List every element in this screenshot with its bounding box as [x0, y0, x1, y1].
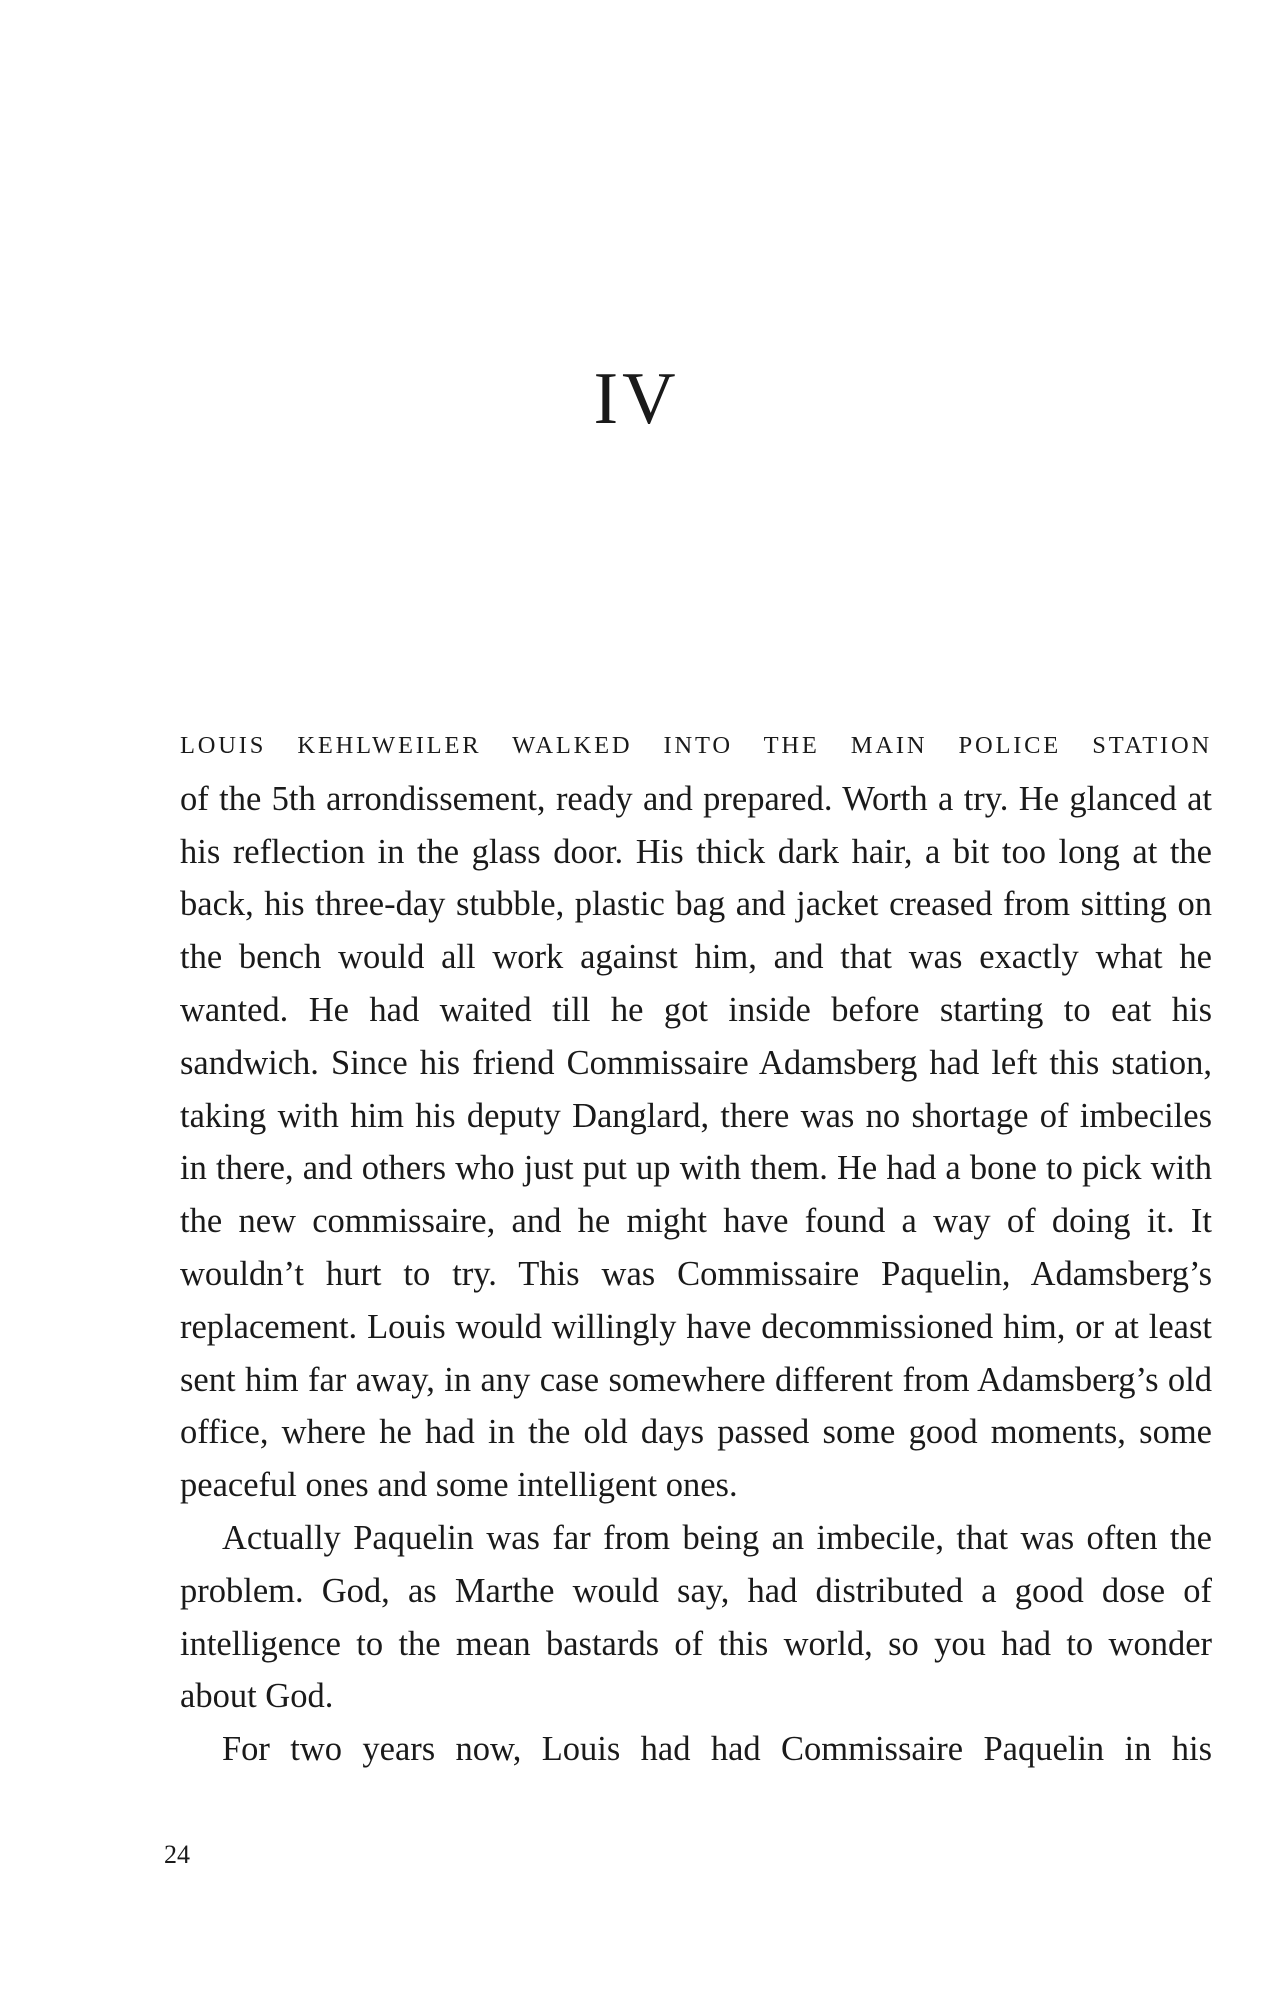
- body-text: [180, 720, 1212, 1776]
- paragraph-2: Actually Paquelin was far from being an imbecile, that was often the problem. God, as Marthe would say, had distributed a good dose of intelligence to the mean bastards of this world, so you had to wonder about God.: [180, 1518, 1212, 1716]
- opening-small-caps: LOUIS KEHLWEILER WALKED INTO THE MAIN POLICE STATION: [180, 732, 1212, 759]
- page-number: 24: [164, 1840, 190, 1869]
- paragraph-3: For two years now, Louis had had Commissaire Paquelin in his: [222, 1730, 1212, 1769]
- paragraph-text: of the 5th arrondissement, ready and prepared. Worth a try. He glanced at his reflection in the glass door. His thick dark hair, a bit too long at the back, his three-day stubble, plastic bag and jacket creased from sitting on the bench would all work against him, and that was exactly what he wanted. He had waited till he got inside before starting to eat his sandwich. Since his friend Commissaire Adamsberg had left this station, taking with him his deputy Danglard, there was no shortage of imbeciles in there, and others who just put up with them. He had a bone to pick with the new commissaire, and he might have found a way of doing it. It wouldn’t hurt to try. This was Commissaire Paquelin, Adamsberg’s replacement. Louis would willingly have decommissioned him, or at least sent him far away, in any case somewhere different from Adamsberg’s old office, where he had in the old days passed some good moments, some peaceful ones and some intelligent ones.: [180, 779, 1212, 1505]
- paragraph-1: [180, 720, 1212, 1512]
- chapter-number: IV: [593, 358, 680, 440]
